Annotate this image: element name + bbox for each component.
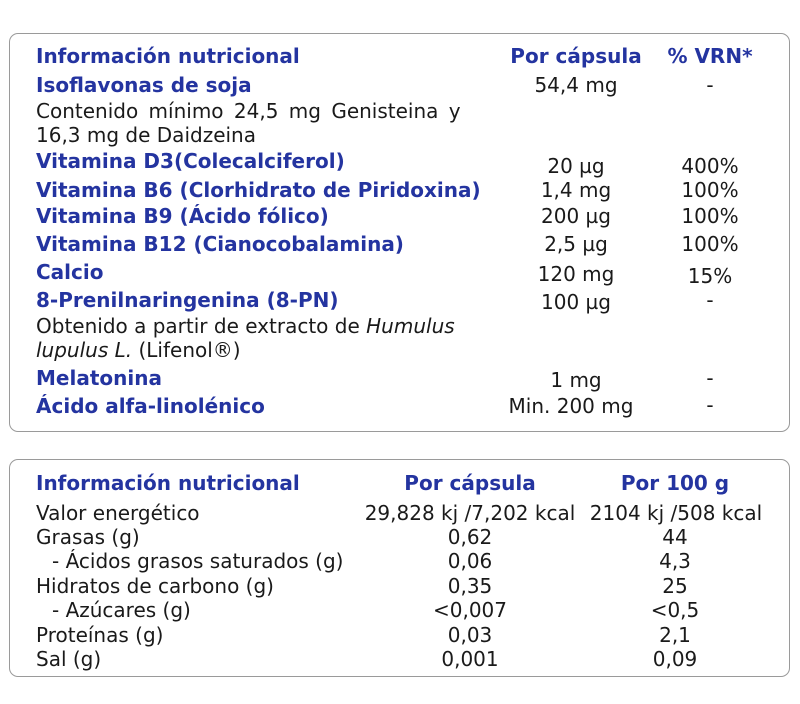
nutrition-row-name: Sal (g) [36, 647, 102, 671]
nutrition-row-per-100g: <0,5 [650, 598, 700, 622]
nutrient-name: Ácido alfa-linolénico [36, 394, 265, 418]
nutrition-row-name: Hidratos de carbono (g) [36, 574, 274, 598]
nutrient-amount: 54,4 mg [534, 73, 618, 97]
nutrient-vrn: 15% [687, 264, 733, 288]
nutrient-vrn: 400% [681, 154, 739, 178]
nutrition-row-per-capsule: 0,03 [447, 623, 493, 647]
nutrient-name: Vitamina B6 (Clorhidrato de Piridoxina) [36, 178, 481, 202]
nutrient-vrn: - [706, 288, 714, 312]
nutrient-amount: 200 µg [541, 204, 611, 228]
nutrition-row-per-100g: 4,3 [659, 549, 691, 573]
nutrient-vrn: 100% [681, 178, 739, 202]
nutrition-row-per-capsule: 0,35 [447, 574, 493, 598]
nutrient-amount: 1 mg [550, 368, 602, 392]
nutrient-amount: 2,5 µg [544, 232, 608, 256]
nutrition-row-name: Proteínas (g) [36, 623, 164, 647]
nutrition-row-per-capsule: 0,001 [441, 647, 499, 671]
nutrient-name: 8-Prenilnaringenina (8-PN) [36, 288, 339, 312]
nutrition-row-per-100g: 0,09 [652, 647, 698, 671]
nutrient-name: Melatonina [36, 366, 162, 390]
nutrition-row-name: Grasas (g) [36, 525, 140, 549]
nutrient-note: 16,3 mg de Daidzeina [36, 123, 256, 147]
nutrient-amount: 100 µg [541, 290, 611, 314]
table1-header-vrn: % VRN* [667, 44, 753, 68]
nutrient-vrn: - [706, 393, 714, 417]
nutrient-note: lupulus L. (Lifenol®) [36, 338, 241, 362]
nutrient-amount: 1,4 mg [540, 178, 612, 202]
nutrition-row-per-100g: 2104 kj /508 kcal [589, 501, 763, 525]
nutrient-vrn: 100% [681, 204, 739, 228]
nutrition-row-per-100g: 44 [662, 525, 688, 549]
nutrition-row-per-capsule: <0,007 [432, 598, 507, 622]
table2-header-name: Información nutricional [36, 471, 300, 495]
nutrient-note: Contenido mínimo 24,5 mg Genisteina y [36, 99, 461, 123]
nutrient-amount: 20 µg [547, 154, 605, 178]
nutrient-amount: 120 mg [537, 262, 615, 286]
nutrient-note: Obtenido a partir de extracto de Humulus [36, 314, 455, 338]
nutrient-vrn: 100% [681, 232, 739, 256]
nutrient-vrn: - [706, 73, 714, 97]
nutrient-name: Vitamina B9 (Ácido fólico) [36, 204, 329, 228]
nutrition-row-per-100g: 25 [662, 574, 688, 598]
table2-header-per-100g: Por 100 g [620, 471, 730, 495]
nutrition-row-name: Valor energético [36, 501, 200, 525]
nutrient-name: Vitamina B12 (Cianocobalamina) [36, 232, 404, 256]
nutrition-row-per-capsule: 0,06 [447, 549, 493, 573]
nutrition-row-name: - Ácidos grasos saturados (g) [52, 549, 344, 573]
nutrition-row-per-capsule: 0,62 [447, 525, 493, 549]
table1-header-name: Información nutricional [36, 44, 300, 68]
nutrition-row-per-capsule: 29,828 kj /7,202 kcal [364, 501, 576, 525]
nutrient-vrn: - [706, 366, 714, 390]
nutrient-name: Isoflavonas de soja [36, 73, 252, 97]
nutrient-name: Calcio [36, 260, 104, 284]
nutrition-row-per-100g: 2,1 [659, 623, 691, 647]
nutrient-name: Vitamina D3(Colecalciferol) [36, 149, 345, 173]
nutrient-amount: Min. 200 mg [508, 394, 634, 418]
table1-header-per-capsule: Por cápsula [510, 44, 642, 68]
table2-header-per-capsule: Por cápsula [404, 471, 536, 495]
nutrition-row-name: - Azúcares (g) [52, 598, 191, 622]
